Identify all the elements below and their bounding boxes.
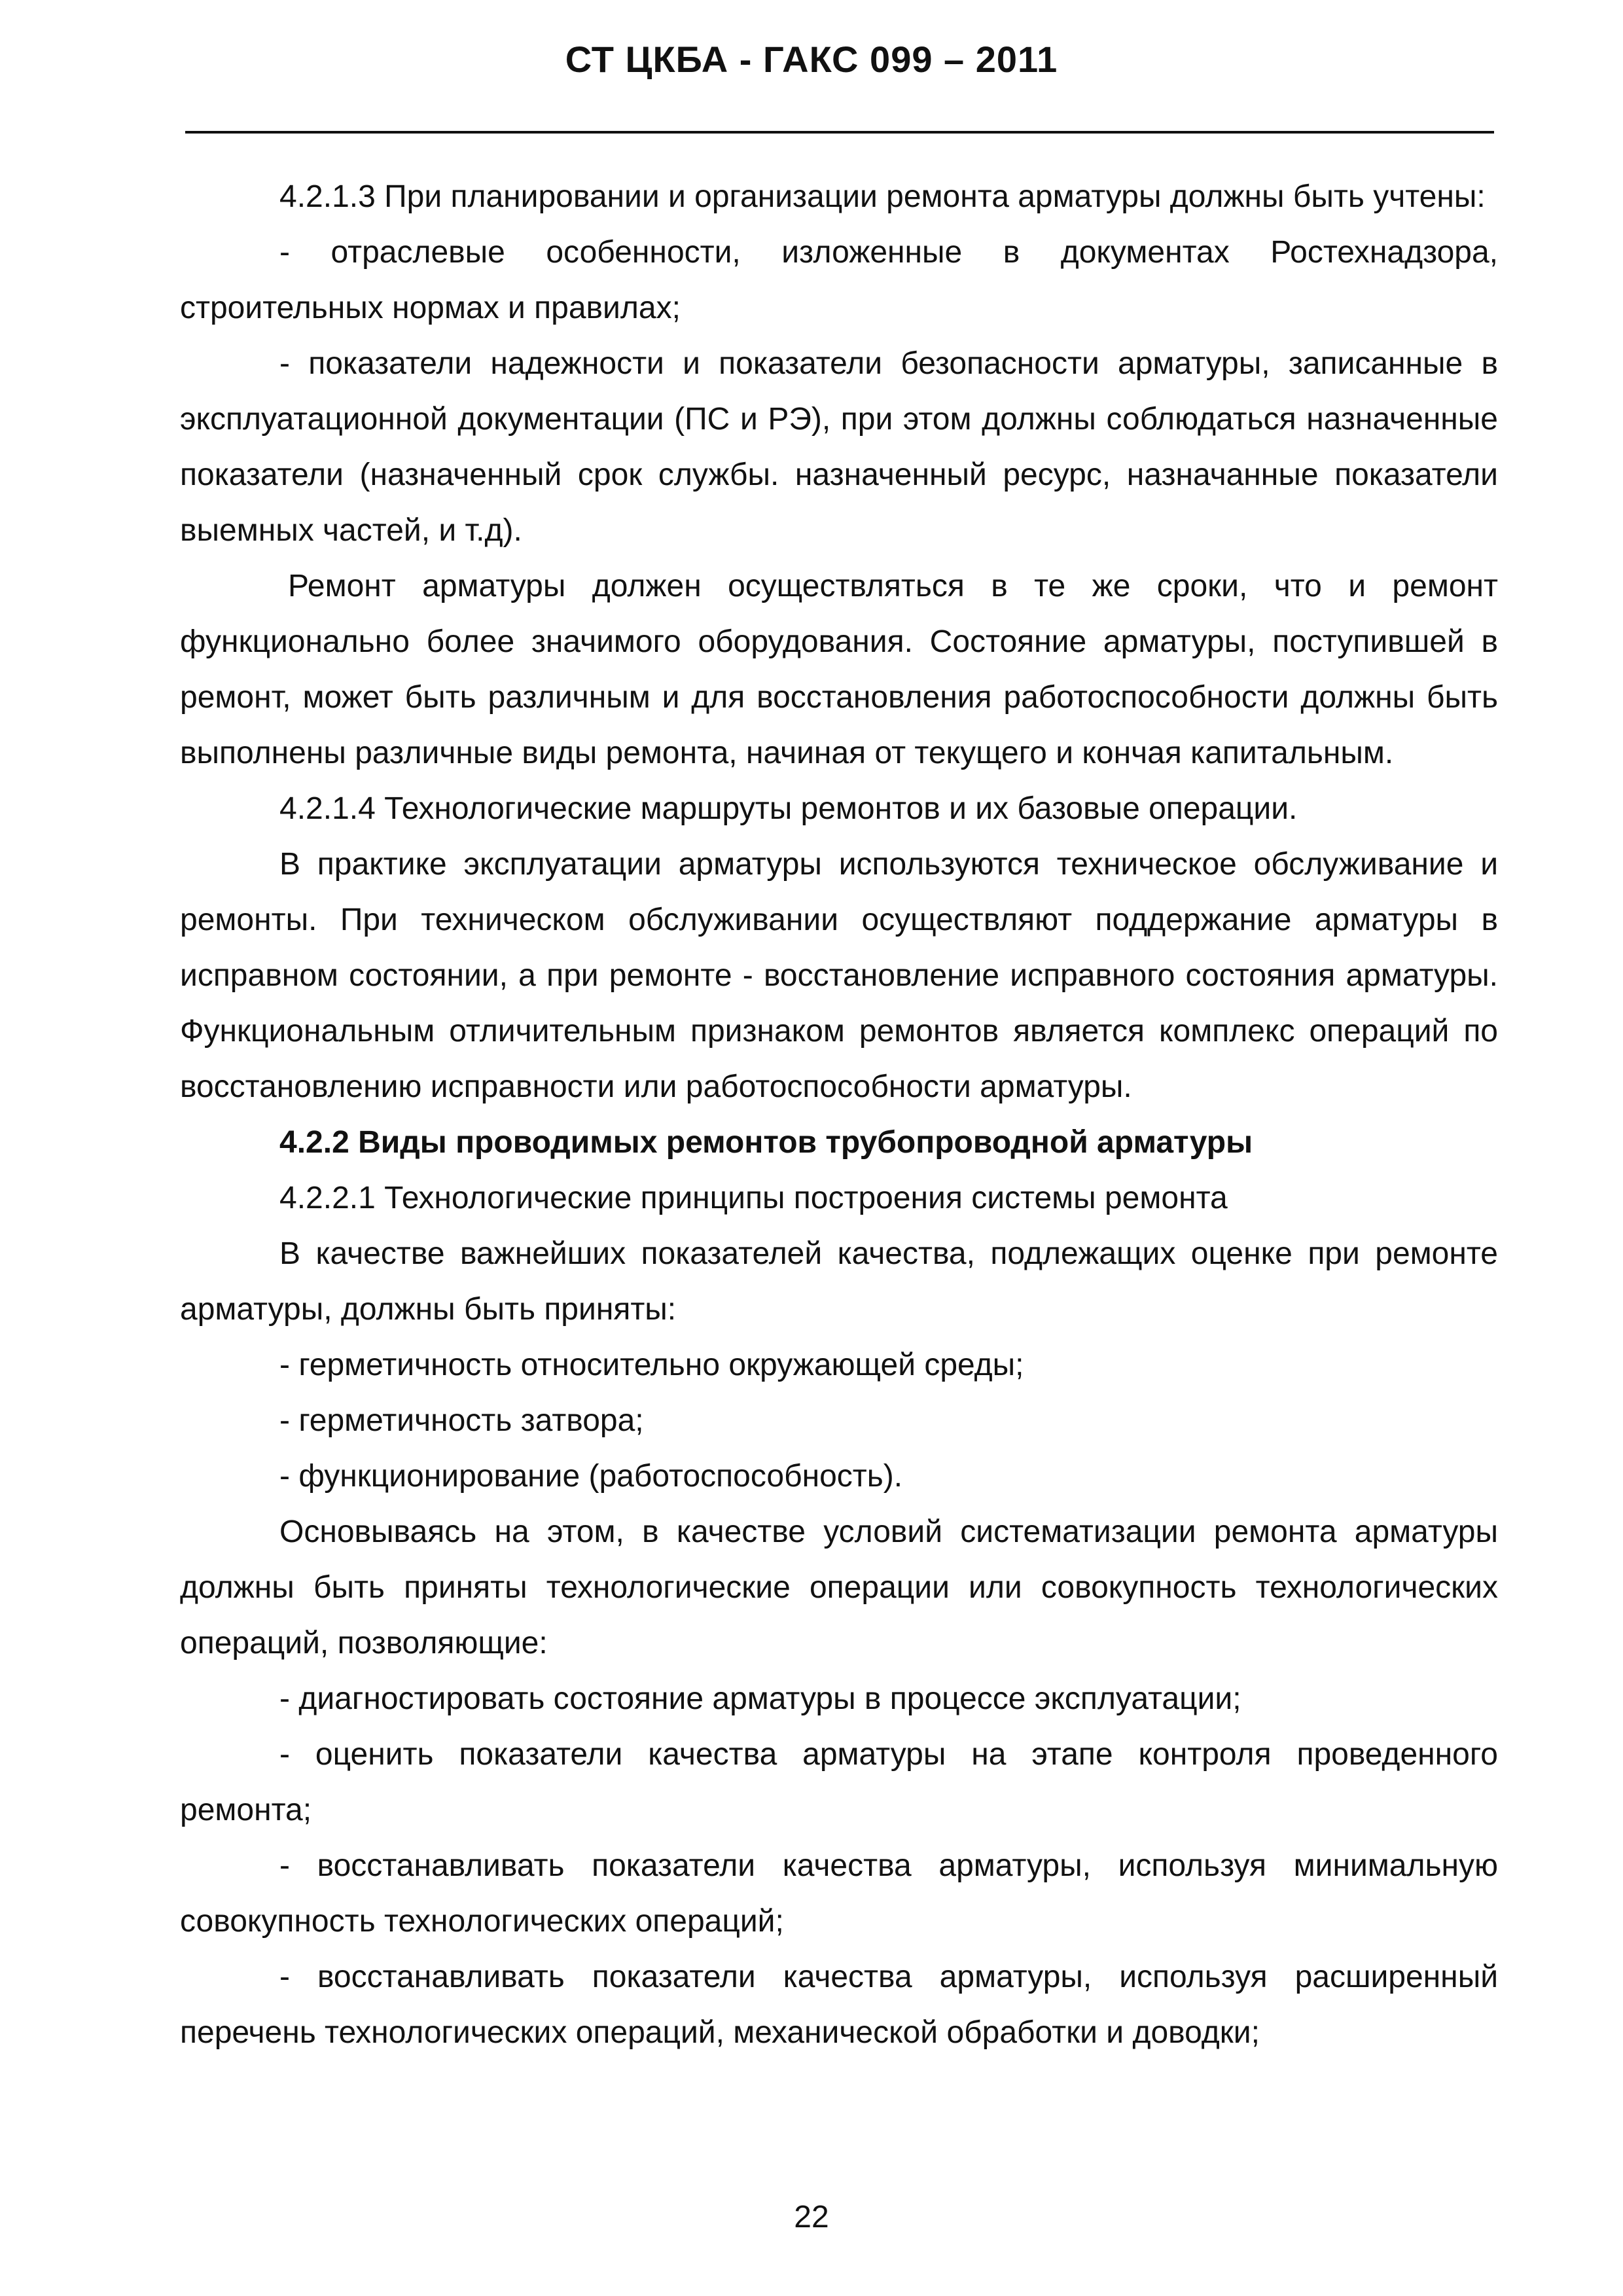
document-body <box>180 169 1498 2060</box>
paragraph-systematization: Основываясь на этом, в качестве условий систематизации ремонта арматуры должны быть приняты технологические операции или совокупность технологических операций, позволяющие: <box>180 1515 1498 1660</box>
paragraph-repair-timing: Ремонт арматуры должен осуществляться в те же сроки, что и ремонт функционально более значимого оборудования. Состояние арматуры, поступившей в ремонт, может быть различным и для восстановления работоспособности должны быть выполнены различные виды ремонта, начиная от текущего и кончая капитальным. <box>180 569 1498 770</box>
document-header: СТ ЦКБА - ГАКС 099 – 2011 <box>565 39 1058 80</box>
list-item-industry-features: - отраслевые особенности, изложенные в документах Ростехнадзора, строительных нормах и правилах; <box>180 235 1498 325</box>
list-item-reliability-indicators: - показатели надежности и показатели безопасности арматуры, записанные в эксплуатационной документации (ПС и РЭ), при этом должны соблюдаться назначенные показатели (назначенный срок службы. назначенный ресурс, назначанные показатели выемных частей, и т.д). <box>180 346 1498 548</box>
paragraph-4-2-1-4: 4.2.1.4 Технологические маршруты ремонтов и их базовые операции. <box>279 791 1298 826</box>
section-heading-4-2-2: 4.2.2 Виды проводимых ремонтов трубопроводной арматуры <box>279 1125 1253 1160</box>
list-item-evaluate: - оценить показатели качества арматуры на этапе контроля проведенного ремонта; <box>180 1737 1498 1827</box>
list-item-restore-minimal: - восстанавливать показатели качества арматуры, используя минимальную совокупность технологических операций; <box>180 1848 1498 1939</box>
paragraph-quality-indicators: В качестве важнейших показателей качества, подлежащих оценке при ремонте арматуры, должны быть приняты: <box>180 1236 1498 1327</box>
page-number: 22 <box>794 2200 829 2234</box>
paragraph-maintenance-practice: В практике эксплуатации арматуры используются техническое обслуживание и ремонты. При техническом обслуживании осуществляют поддержание арматуры в исправном состоянии, а при ремонте - восстановление исправного состояния арматуры. Функциональным отличительным признаком ремонтов является комплекс операций по восстановлению исправности или работоспособности арматуры. <box>180 847 1498 1104</box>
list-item-shutter-tightness: - герметичность затвора; <box>279 1403 644 1438</box>
list-item-environment-tightness: - герметичность относительно окружающей среды; <box>279 1348 1024 1382</box>
paragraph-4-2-1-3: 4.2.1.3 При планировании и организации ремонта арматуры должны быть учтены: <box>279 179 1486 214</box>
list-item-restore-extended: - восстанавливать показатели качества арматуры, используя расширенный перечень технологических операций, механической обработки и доводки; <box>180 1960 1498 2050</box>
paragraph-4-2-2-1: 4.2.2.1 Технологические принципы построения системы ремонта <box>279 1181 1228 1215</box>
header-divider <box>185 131 1494 134</box>
list-item-functioning: - функционирование (работоспособность). <box>279 1459 903 1494</box>
list-item-diagnose: - диагностировать состояние арматуры в процессе эксплуатации; <box>279 1681 1241 1716</box>
